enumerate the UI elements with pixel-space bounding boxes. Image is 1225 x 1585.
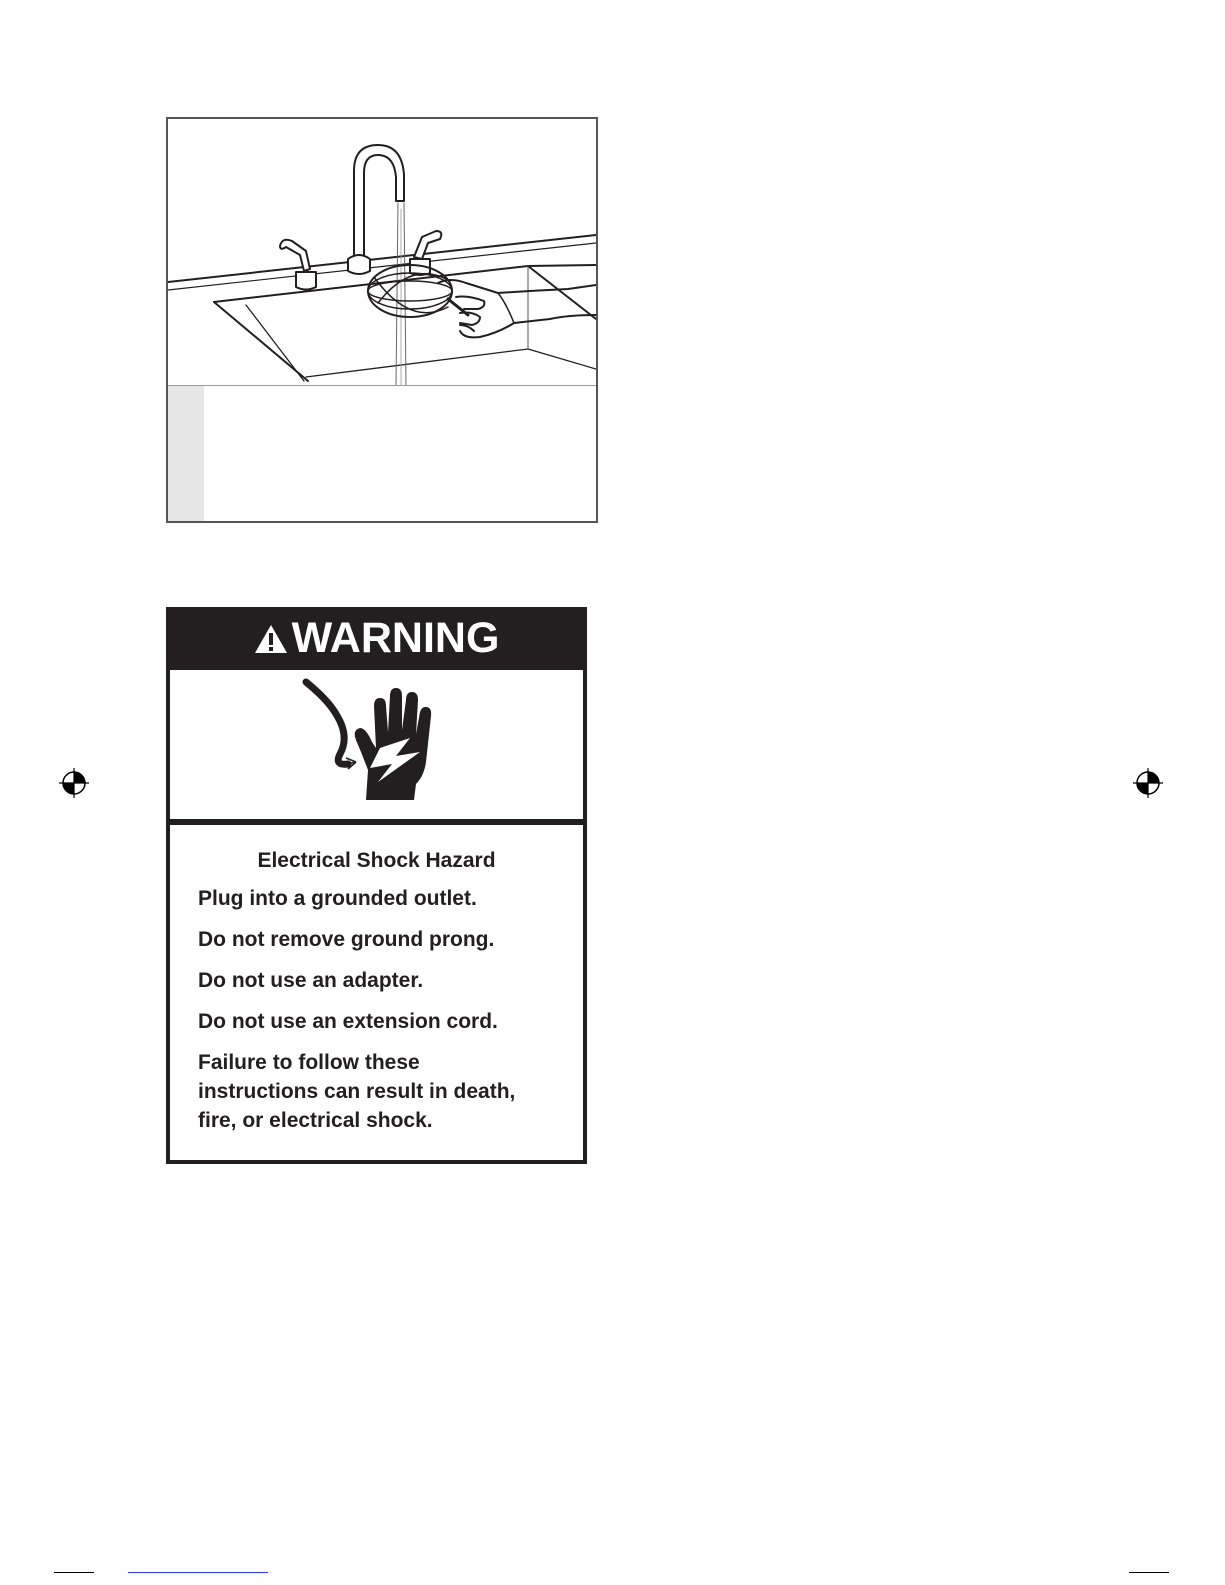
consequence-line-2: instructions can result in death,: [198, 1080, 516, 1103]
consequence-line-1: Failure to follow these: [198, 1051, 420, 1074]
footer-slug-line: [54, 1572, 94, 1573]
pictogram-panel: [170, 670, 583, 819]
registration-mark-icon: [59, 768, 89, 798]
figure-caption-tab: [168, 386, 204, 521]
alert-triangle-icon: [254, 623, 288, 655]
consequence-line-3: fire, or electrical shock.: [198, 1109, 433, 1132]
electric-shock-hand-icon: [170, 670, 583, 819]
warning-label: [166, 607, 587, 1164]
warning-text-panel: [170, 825, 583, 1160]
figure-wire-whip-washing: [166, 117, 598, 523]
instruction-no-adapter: Do not use an adapter.: [198, 969, 424, 992]
hazard-title: Electrical Shock Hazard: [257, 849, 496, 872]
footer-slug-line: [1129, 1572, 1169, 1573]
warning-header: [166, 607, 587, 670]
registration-mark-icon: [1133, 768, 1163, 798]
footer-slug-link-line: [128, 1572, 268, 1573]
warning-signal-word: WARNING: [291, 614, 500, 662]
instruction-no-extension-cord: Do not use an extension cord.: [198, 1010, 498, 1033]
instruction-ground-prong: Do not remove ground prong.: [198, 928, 495, 951]
figure-caption-band: [168, 385, 596, 521]
instruction-grounded-outlet: Plug into a grounded outlet.: [198, 887, 477, 910]
sink-faucet-illustration: [168, 119, 596, 385]
